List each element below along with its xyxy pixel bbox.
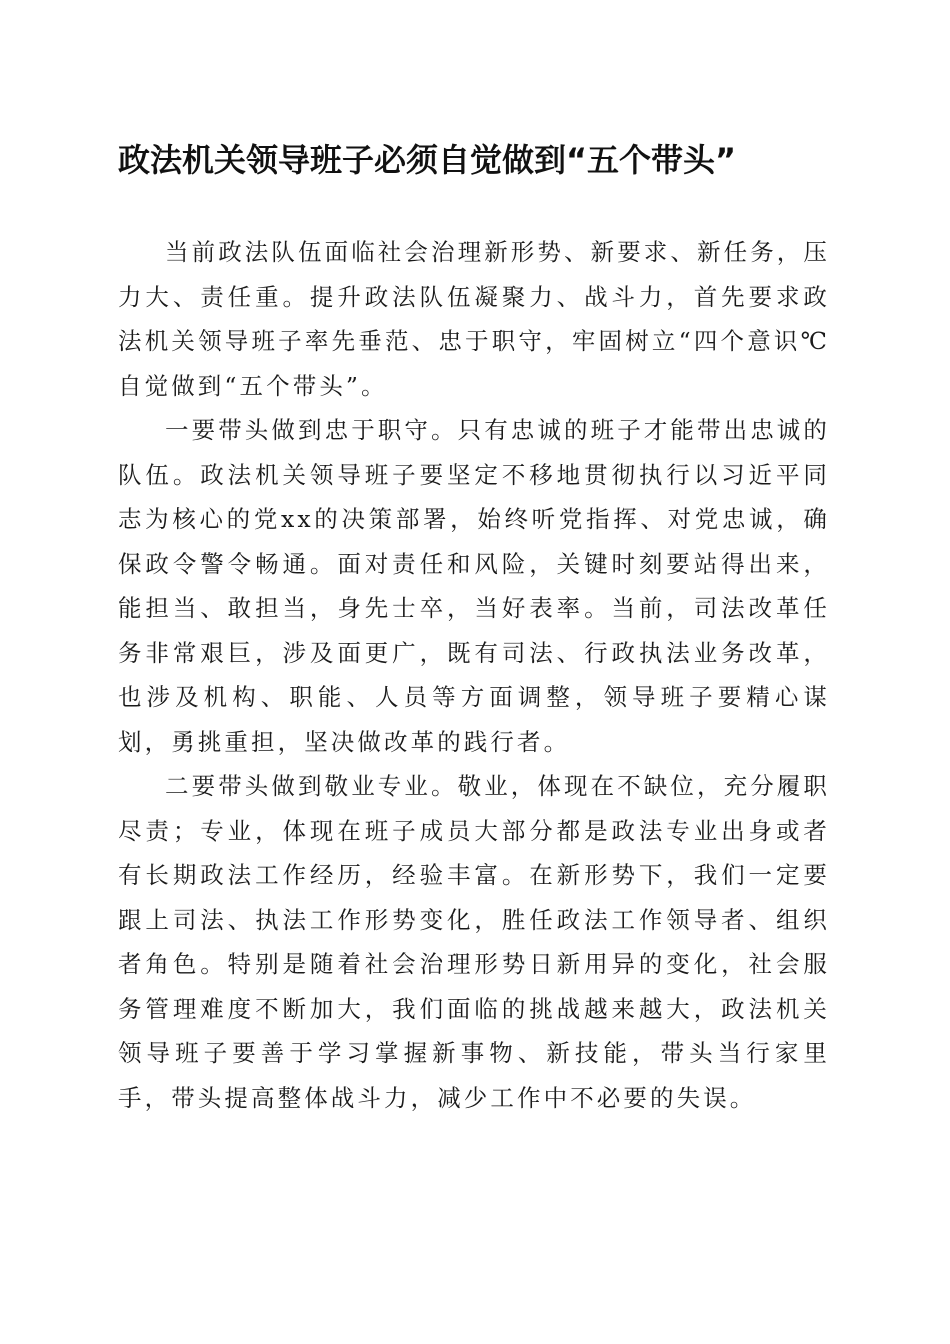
intro-paragraph: 当前政法队伍面临社会治理新形势、新要求、新任务，压力大、责任重。提升政法队伍凝聚力、战斗力，首先要求政法机关领导班子率先垂范、忠于职守，牢固树立“四个意识℃自觉做到“五个带头”。 xyxy=(118,238,830,400)
point-two-paragraph: 二要带头做到敬业专业。敬业，体现在不缺位，充分履职尽责；专业，体现在班子成员大部分都是政法专业出身或者有长期政法工作经历，经验丰富。在新形势下，我们一定要跟上司法、执法工作形势变化，胜任政法工作领导者、组织者角色。特别是随着社会治理形势日新用异的变化，社会服务管理难度不断加大，我们面临的挑战越来越大，政法机关领导班子要善于学习掌握新事物、新技能，带头当行家里手，带头提高整体战斗力，减少工作中不必要的失误。 xyxy=(118,772,830,1112)
document-body xyxy=(118,230,830,1120)
point-one-paragraph: 一要带头做到忠于职守。只有忠诚的班子才能带出忠诚的队伍。政法机关领导班子要坚定不移地贯彻执行以习近平同志为核心的党xx的决策部署，始终听党指挥、对党忠诚，确保政令警令畅通。面对责任和风险，关键时刻要站得出来，能担当、敢担当，身先士卒，当好表率。当前，司法改革任务非常艰巨，涉及面更广，既有司法、行政执法业务改革，也涉及机构、职能、人员等方面调整，领导班子要精心谋划，勇挑重担，坚决做改革的践行者。 xyxy=(118,416,830,756)
document-title: 政法机关领导班子必须自觉做到“五个带头” xyxy=(118,141,737,179)
